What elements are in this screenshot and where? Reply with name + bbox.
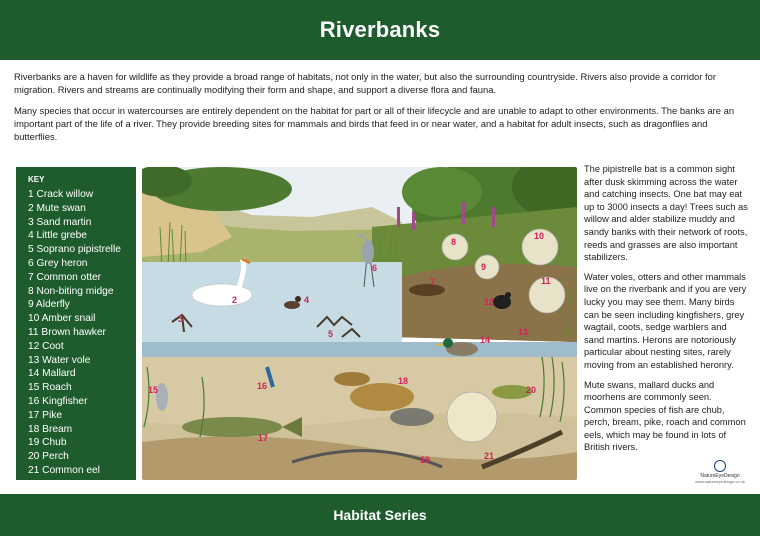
footer-bar <box>0 494 760 536</box>
key-item: 13 Water vole <box>28 354 91 366</box>
side-paragraph-1: The pipistrelle bat is a common sight after dusk skimming across the water and catching insects. One bat may eat up to 3000 insects a day! Trees such as willow and alder stabilize muddy and sandy banks with their network of roots, reeds and grasses are also important stabilizers. <box>584 164 748 263</box>
key-item: 10 Amber snail <box>28 313 96 325</box>
key-title: KEY <box>28 175 45 184</box>
label-2: 2 <box>232 295 238 305</box>
species-key <box>16 167 136 480</box>
logo-url: www.natureeyedesign.co.uk <box>695 479 745 484</box>
logo-name: NatureEyeDesign <box>700 473 740 479</box>
key-item: 6 Grey heron <box>28 257 88 269</box>
label-10: 10 <box>534 231 545 241</box>
key-item: 7 Common otter <box>28 271 102 283</box>
key-item: 8 Non-biting midge <box>28 285 114 297</box>
key-item: 4 Little grebe <box>28 230 87 242</box>
key-item: 17 Pike <box>28 409 62 421</box>
label-5: 5 <box>328 329 334 339</box>
label-13: 13 <box>518 327 529 337</box>
label-20: 20 <box>526 385 537 395</box>
intro-paragraph-1: Riverbanks are a haven for wildlife as they provide a broad range of habitats, not only in the water, but also the surrounding countryside. Rivers also provide a corridor for migration. Rivers and streams are continually modifying their form and shape, and support a diverse flora and fauna. <box>14 71 716 95</box>
series-label: Habitat Series <box>333 507 427 523</box>
intro-paragraph-2: Many species that occur in watercourses are entirely dependent on the habitat for part or all of their lifecycle and are unable to adapt to other environments. The banks are an important part of the life of a river. They provide breeding sites for mammals and birds that feed in or near water, and a habitat for adult insects, such as dragonflies and butterflies. <box>14 105 735 142</box>
riverbank-illustration <box>142 167 577 480</box>
label-12: 12 <box>484 297 495 307</box>
label-19: 19 <box>420 455 431 465</box>
key-item: 14 Mallard <box>28 368 76 380</box>
page-title: Riverbanks <box>319 17 441 42</box>
key-item: 3 Sand martin <box>28 216 92 228</box>
key-item: 5 Soprano pipistrelle <box>28 244 121 256</box>
intro-text <box>14 70 746 151</box>
label-17: 17 <box>258 433 269 443</box>
key-item: 1 Crack willow <box>28 189 94 200</box>
label-7: 7 <box>430 277 436 287</box>
key-item: 16 Kingfisher <box>28 395 88 407</box>
key-item: 12 Coot <box>28 340 64 352</box>
publisher-logo <box>690 460 750 490</box>
key-item: 19 Chub <box>28 437 67 449</box>
key-item: 15 Roach <box>28 382 72 394</box>
logo-mark <box>714 460 726 472</box>
key-item: 9 Alderfly <box>28 299 70 311</box>
key-item: 11 Brown hawker <box>28 326 106 338</box>
riverbank-scene <box>142 167 577 480</box>
key-item: 18 Bream <box>28 423 73 435</box>
label-3: 3 <box>178 314 184 324</box>
label-9: 9 <box>481 262 487 272</box>
side-paragraph-3: Mute swans, mallard ducks and moorhens are commonly seen. Common species of fish are chub, perch, bream, pike, roach and common eels, which may be found in lots of British rivers. <box>584 379 746 453</box>
label-18: 18 <box>398 376 409 386</box>
label-6: 6 <box>372 263 378 273</box>
side-text <box>584 163 748 461</box>
label-8: 8 <box>451 237 457 247</box>
side-paragraph-2: Water voles, otters and other mammals live on the riverbank and if you are very lucky you may see them. Many birds can be seen including kingfishers, grey wagtail, coots, sedge warblers and sand martins. Herons are notoriously particular about nesting sites, rarely moving from an established heronry. <box>584 271 747 370</box>
key-item: 21 Common eel <box>28 464 100 476</box>
label-11: 11 <box>541 276 551 286</box>
label-21: 21 <box>484 451 495 461</box>
header-bar <box>0 0 760 60</box>
label-16: 16 <box>257 381 268 391</box>
label-15: 15 <box>148 385 159 395</box>
key-item: 2 Mute swan <box>28 202 86 214</box>
label-4: 4 <box>304 295 310 305</box>
key-item: 20 Perch <box>28 451 69 463</box>
label-14: 14 <box>480 335 491 345</box>
